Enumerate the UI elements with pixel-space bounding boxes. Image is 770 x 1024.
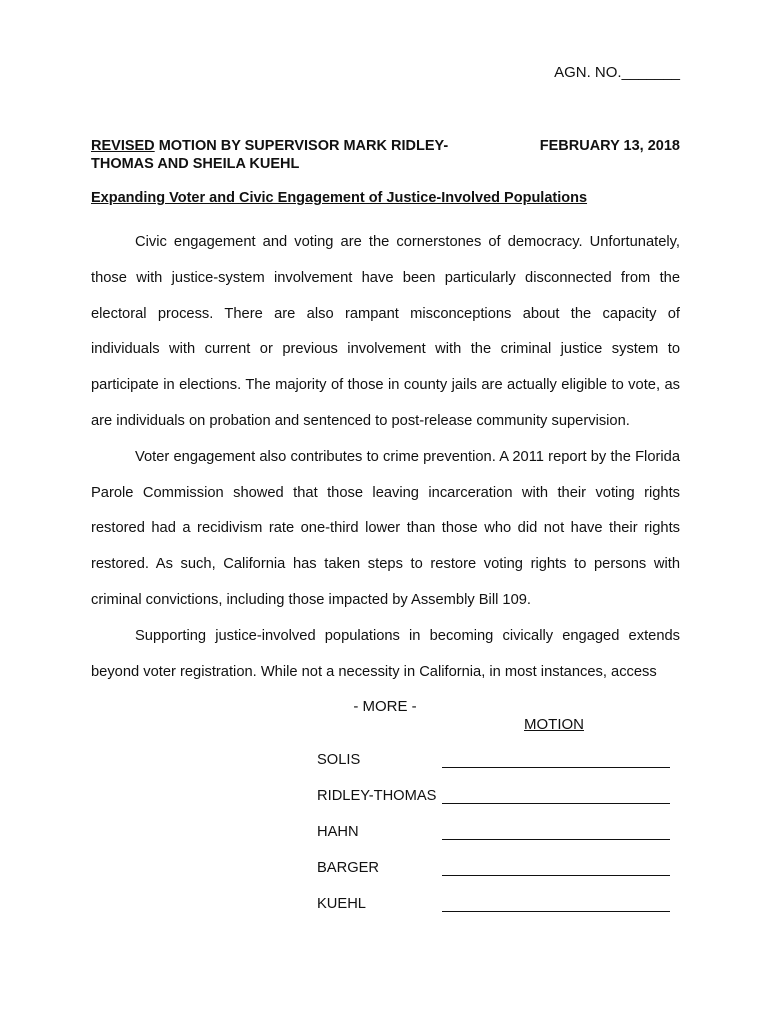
motion-body: [91, 225, 680, 690]
vote-row: [317, 824, 670, 860]
vote-row: [317, 896, 670, 932]
motion-title: [91, 137, 491, 173]
vote-line: [442, 788, 670, 804]
motion-header: [91, 137, 680, 173]
supervisor-name: RIDLEY-THOMAS: [317, 788, 437, 804]
paragraph: Supporting justice-involved populations in becoming civically engaged extends beyond voter registration. While not a necessity in California, in most instances, access: [91, 627, 680, 680]
agenda-number: AGN. NO._______: [554, 64, 680, 81]
paragraph: Civic engagement and voting are the cornerstones of democracy. Unfortunately, those with justice-system involvement have been particularly disconnected from the electoral process. There are also rampant misconceptions about the capacity of individuals with current or previous involvement with the criminal justice system to participate in elections. The majority of those in county jails are actually eligible to vote, as are individuals on probation and sentenced to post-release community supervision.: [91, 234, 680, 429]
vote-line: [442, 860, 670, 876]
vote-row: [317, 752, 670, 788]
vote-line: [442, 824, 670, 840]
supervisor-name: SOLIS: [317, 752, 361, 768]
supervisor-name: BARGER: [317, 860, 380, 876]
supervisor-name: KUEHL: [317, 896, 366, 912]
motion-date: FEBRUARY 13, 2018: [539, 138, 680, 154]
vote-row: [317, 860, 670, 896]
revised-label: REVISED: [91, 138, 155, 154]
vote-line: [442, 752, 670, 768]
vote-row: [317, 788, 670, 824]
motion-vote-heading: MOTION: [524, 716, 584, 733]
supervisor-name: HAHN: [317, 824, 359, 840]
vote-table: [317, 752, 670, 932]
more-indicator: - MORE -: [353, 698, 417, 715]
vote-line: [442, 896, 670, 912]
motion-title-text: MOTION BY SUPERVISOR MARK RIDLEY-THOMAS AND SHEILA KUEHL: [91, 138, 449, 172]
motion-subject: Expanding Voter and Civic Engagement of Justice-Involved Populations: [91, 190, 588, 206]
paragraph: Voter engagement also contributes to crime prevention. A 2011 report by the Florida Parole Commission showed that those leaving incarceration with their voting rights restored had a recidivism rate one-third lower than those who did not have their rights restored. As such, California has taken steps to restore voting rights to persons with criminal convictions, including those impacted by Assembly Bill 109.: [91, 448, 680, 608]
